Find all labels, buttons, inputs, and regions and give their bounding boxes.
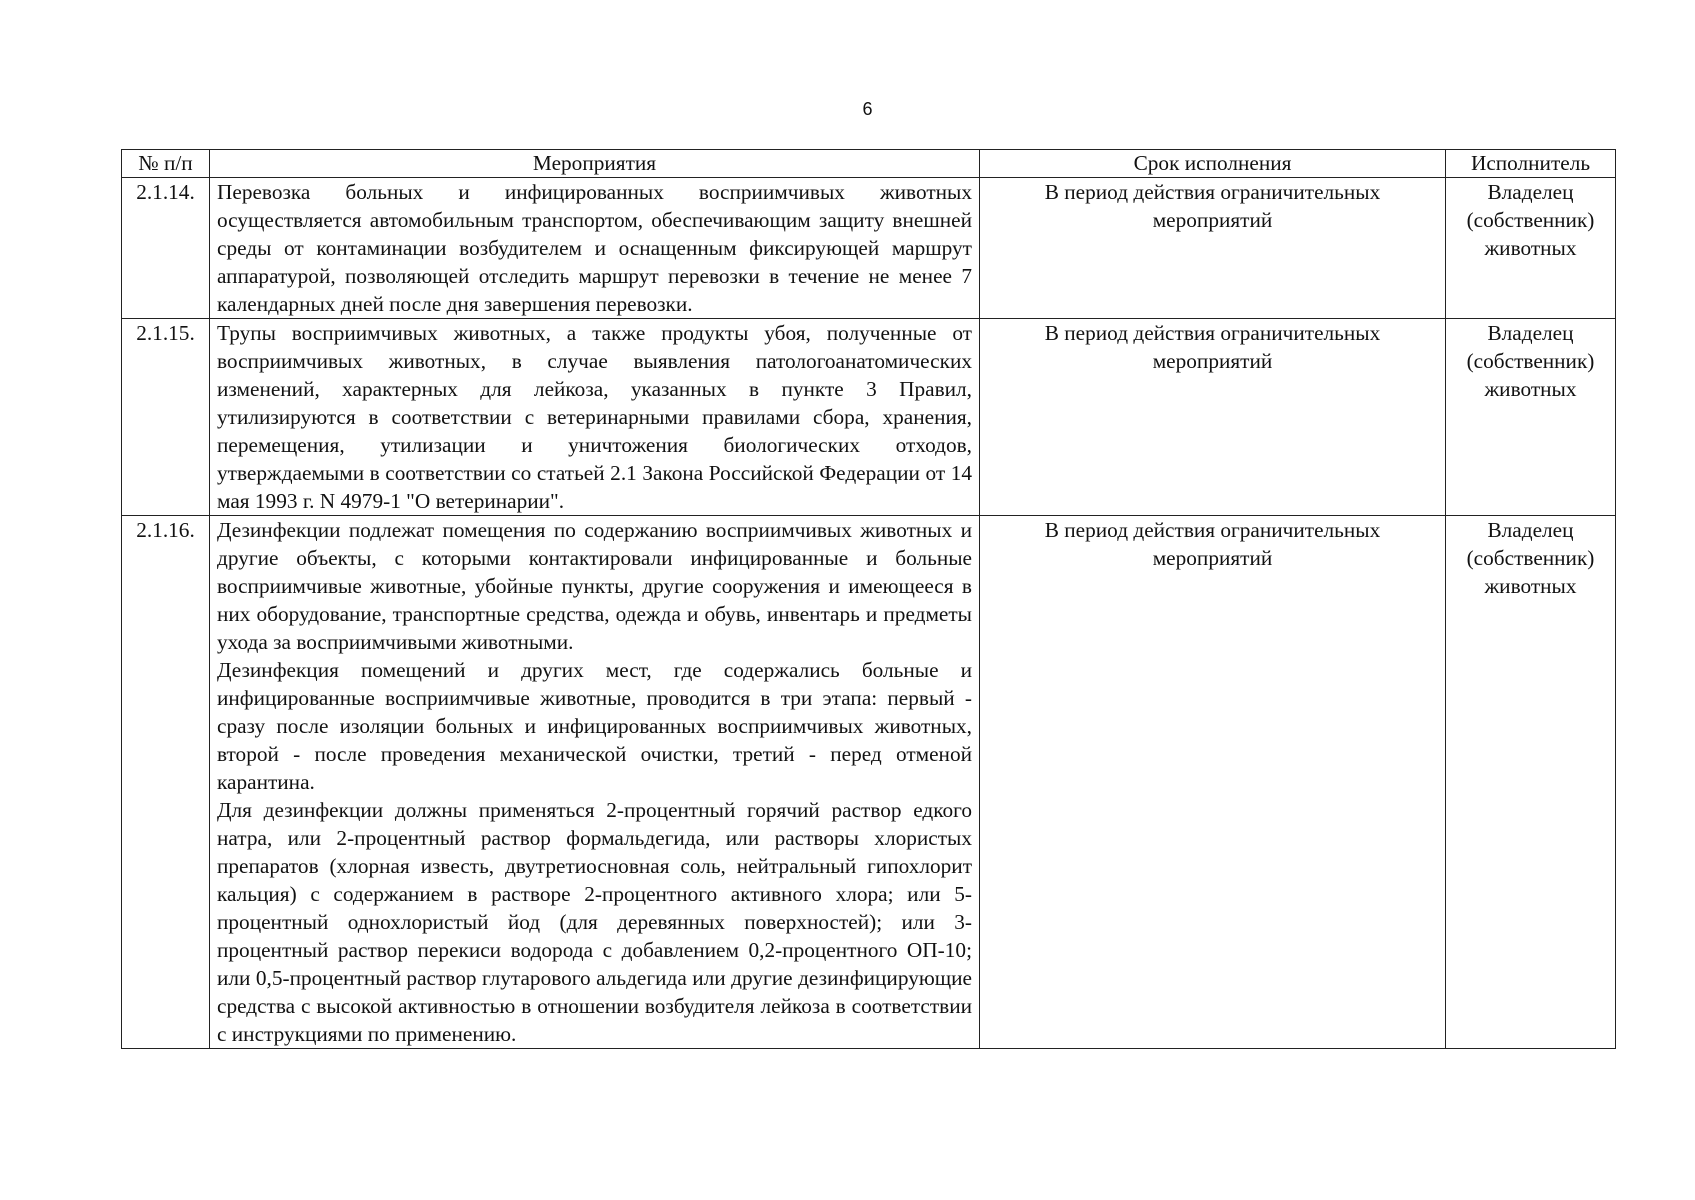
row-number: 2.1.15. (122, 319, 210, 516)
row-executor: Владелец (собственник) животных (1446, 178, 1616, 319)
row-activity (210, 178, 980, 319)
row-number: 2.1.16. (122, 516, 210, 1049)
page-number: 6 (862, 99, 873, 119)
activity-paragraph: Перевозка больных и инфицированных восприимчивых животных осуществляется автомобильным транспортом, обеспечивающим защиту внешней среды от контаминации возбудителем и оснащенным фиксирующей маршрут аппаратурой, позволяющей отследить маршрут перевозки в течение не менее 7 календарных дней после дня завершения перевозки. (217, 180, 972, 316)
row-executor: Владелец (собственник) животных (1446, 516, 1616, 1049)
table-row (122, 178, 1616, 319)
header-activity: Мероприятия (210, 150, 980, 178)
header-num: № п/п (122, 150, 210, 178)
row-number: 2.1.14. (122, 178, 210, 319)
row-executor: Владелец (собственник) животных (1446, 319, 1616, 516)
row-term: В период действия ограничительных мероприятий (980, 319, 1446, 516)
row-term: В период действия ограничительных мероприятий (980, 516, 1446, 1049)
table-header-row (122, 150, 1616, 178)
table-row (122, 516, 1616, 1049)
activity-paragraph: Дезинфекции подлежат помещения по содержанию восприимчивых животных и другие объекты, с которыми контактировали инфицированные и больные восприимчивые животные, убойные пункты, другие сооружения и имеющееся в них оборудование, транспортные средства, одежда и обувь, инвентарь и предметы ухода за восприимчивыми животными. (217, 518, 972, 654)
activity-paragraph: Трупы восприимчивых животных, а также продукты убоя, полученные от восприимчивых животных, в случае выявления патологоанатомических изменений, характерных для лейкоза, указанных в пункте 3 Правил, утилизируются в соответствии с ветеринарными правилами сбора, хранения, перемещения, утилизации и уничтожения биологических отходов, утверждаемыми в соответствии со статьей 2.1 Закона Российской Федерации от 14 мая 1993 г. N 4979-1 "О ветеринарии". (217, 321, 972, 513)
row-activity (210, 319, 980, 516)
measures-table (121, 149, 1616, 1049)
activity-paragraph: Дезинфекция помещений и других мест, где содержались больные и инфицированные восприимчивые животные, проводится в три этапа: первый - сразу после изоляции больных и инфицированных восприимчивых животных, второй - после проведения механической очистки, третий - перед отменой карантина. (217, 658, 972, 794)
header-executor: Исполнитель (1446, 150, 1616, 178)
activity-paragraph: Для дезинфекции должны применяться 2-процентный горячий раствор едкого натра, или 2-процентный раствор формальдегида, или растворы хлористых препаратов (хлорная известь, двутретиосновная соль, нейтральный гипохлорит кальция) с содержанием в растворе 2-процентного активного хлора; или 5-процентный однохлористый йод (для деревянных поверхностей); или 3-процентный раствор перекиси водорода с добавлением 0,2-процентного ОП-10; или 0,5-процентный раствор глутарового альдегида или другие дезинфицирующие средства с высокой активностью в отношении возбудителя лейкоза в соответствии с инструкциями по применению. (217, 798, 972, 1046)
table-row (122, 319, 1616, 516)
header-term: Срок исполнения (980, 150, 1446, 178)
row-activity (210, 516, 980, 1049)
row-term: В период действия ограничительных мероприятий (980, 178, 1446, 319)
